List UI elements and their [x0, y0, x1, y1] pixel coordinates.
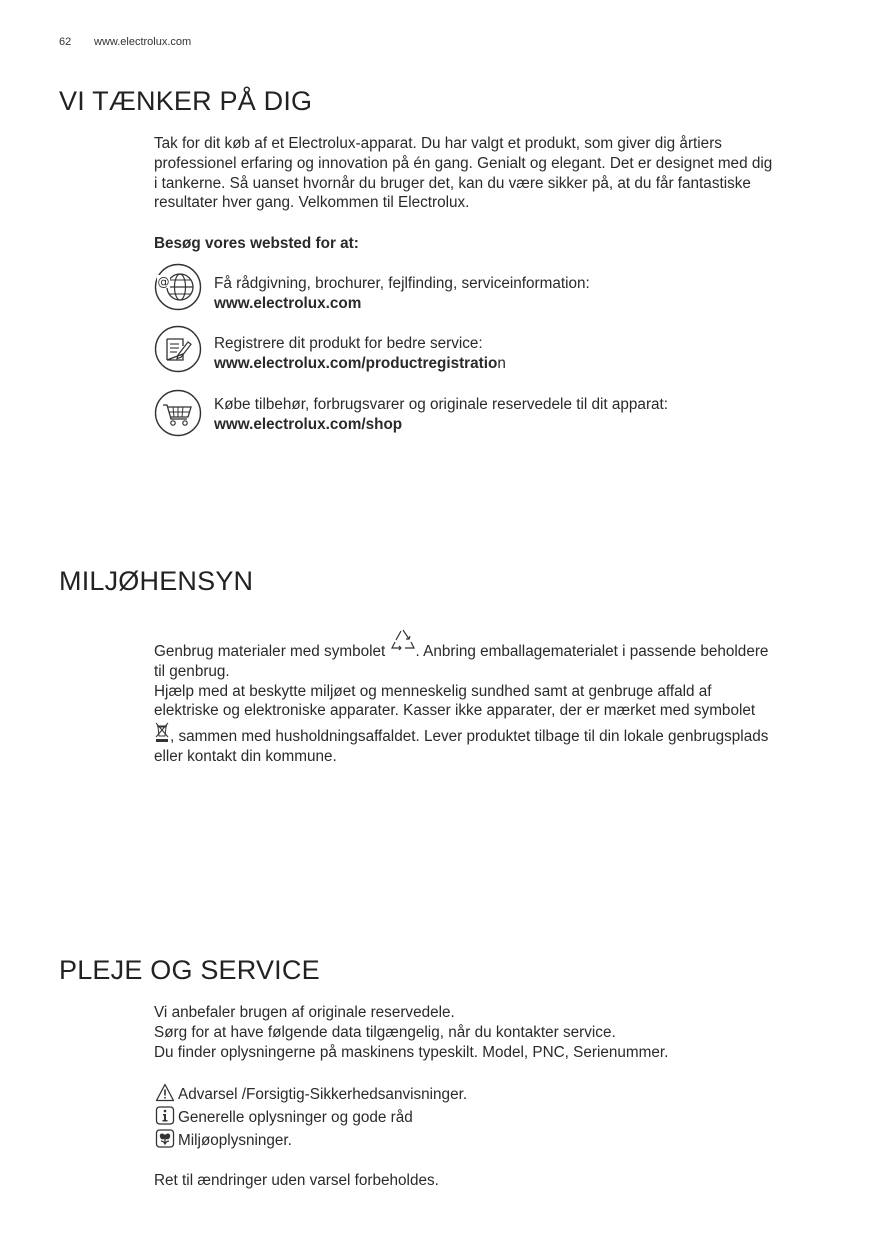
note-environment	[155, 1129, 292, 1151]
recycle-icon	[390, 628, 416, 654]
visit-label: Besøg vores websted for at:	[154, 235, 359, 252]
note-text: Generelle oplysninger og gode råd	[178, 1109, 413, 1126]
link-description: Registrere dit produkt for bedre service:	[214, 335, 483, 352]
cart-icon	[154, 389, 202, 437]
env-line1-before: Genbrug materialer med symbolet	[154, 643, 390, 660]
service-line: Du finder oplysningerne på maskinens typeskilt. Model, PNC, Serienummer.	[154, 1043, 669, 1061]
header-url[interactable]: www.electrolux.com	[94, 36, 192, 48]
section-title-thinking-of-you: VI TÆNKER PÅ DIG	[59, 86, 313, 116]
weee-bin-icon	[154, 721, 170, 743]
service-line: Sørg for at have følgende data tilgængelig, når du kontakter service.	[154, 1023, 616, 1041]
link-row-shop	[214, 395, 668, 435]
service-line: Vi anbefaler brugen af originale reservedele.	[154, 1004, 455, 1021]
page-number: 62	[59, 36, 72, 48]
note-text: Advarsel /Forsigtig-Sikkerhedsanvisninger.	[178, 1086, 468, 1103]
env-line5-after: , sammen med husholdningsaffaldet. Lever produktet tilbage til din lokale genbrugsplads	[170, 728, 769, 746]
registration-icon	[154, 325, 202, 373]
env-line6: eller kontakt din kommune.	[154, 747, 337, 765]
link-url-registration[interactable]	[214, 354, 506, 374]
note-info	[155, 1106, 413, 1128]
note-text: Miljøoplysninger.	[178, 1132, 292, 1149]
env-line4: elektriske og elektroniske apparater. Kasser ikke apparater, der er mærket med symbolet	[154, 702, 756, 720]
link-url-main[interactable]: www.electrolux.com	[214, 295, 362, 312]
intro-line: professionel erfaring og innovation på én gang. Genialt og elegant. Det er designet med dig	[154, 154, 773, 172]
footer-note: Ret til ændringer uden varsel forbeholdes.	[154, 1172, 439, 1189]
environment-paragraph	[154, 628, 768, 767]
link-row-advice	[214, 274, 590, 314]
env-line2: til genbrug.	[154, 662, 230, 680]
environment-icon	[155, 1129, 175, 1148]
link-url-bold: www.electrolux.com/productregistratio	[214, 355, 498, 372]
warning-icon	[155, 1083, 175, 1102]
intro-line: i tankerne. Så uanset hvornår du bruger det, kan du være sikker på, at du får fantastiske	[154, 174, 751, 192]
link-description: Købe tilbehør, forbrugsvarer og originale reservedele til dit apparat:	[214, 396, 669, 413]
intro-line: Tak for dit køb af et Electrolux-apparat. Du har valgt et produkt, som giver dig årtiers	[154, 135, 722, 152]
env-line1-after: . Anbring emballagematerialet i passende beholdere	[415, 643, 769, 660]
svg-text:@: @	[157, 275, 170, 289]
section-title-environment: MILJØHENSYN	[59, 566, 254, 596]
intro-paragraph	[154, 134, 772, 213]
link-row-registration	[214, 334, 506, 374]
intro-line: resultater hver gang. Velkommen til Electrolux.	[154, 194, 470, 212]
link-url-tail: n	[497, 355, 506, 372]
note-warning	[155, 1083, 467, 1105]
info-icon	[155, 1106, 175, 1125]
link-description: Få rådgivning, brochurer, fejlfinding, serviceinformation:	[214, 275, 590, 292]
section-title-care-service: PLEJE OG SERVICE	[59, 955, 320, 985]
env-line3: Hjælp med at beskytte miljøet og menneskelig sundhed samt at genbruge affald af	[154, 682, 712, 700]
service-paragraph	[154, 1003, 668, 1062]
globe-icon	[154, 263, 202, 311]
link-url-shop[interactable]: www.electrolux.com/shop	[214, 416, 403, 433]
